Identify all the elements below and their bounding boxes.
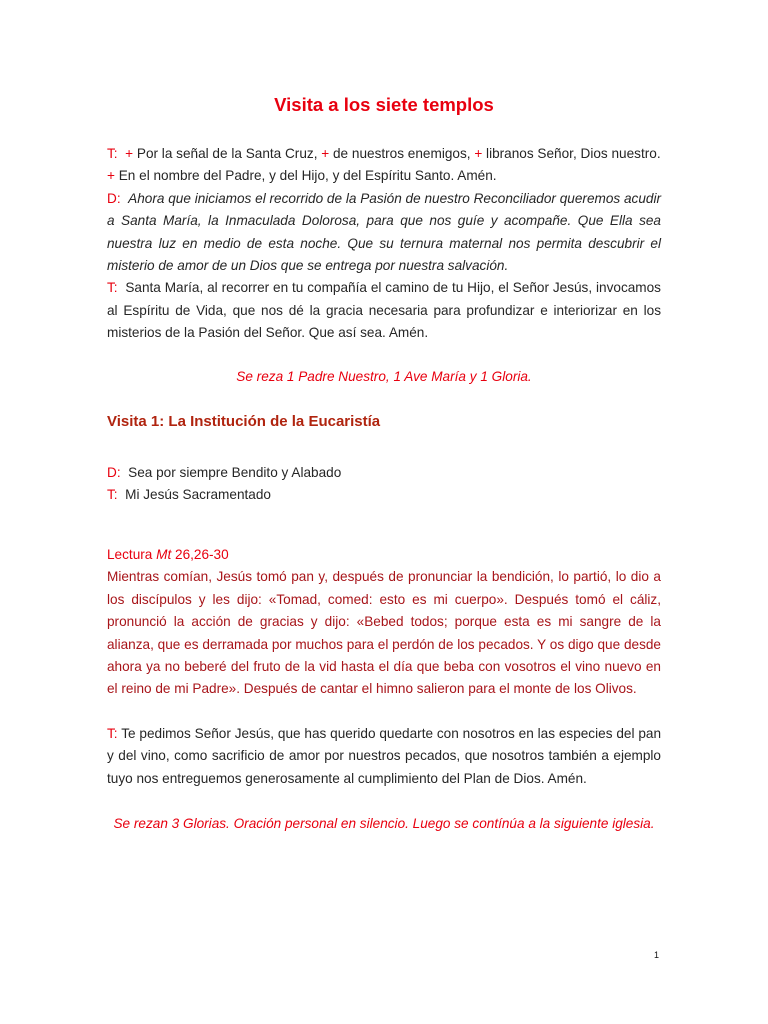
reading-book: Mt	[156, 547, 172, 562]
speaker-marker: T:	[107, 280, 118, 296]
visit-1-response	[107, 462, 661, 507]
intro-t1-text-b: de nuestros enemigos,	[333, 146, 471, 161]
intro-d-paragraph	[107, 188, 661, 278]
speaker-marker: D:	[107, 190, 121, 206]
visit-1-heading: Visita 1: La Institución de la Eucaristía	[107, 413, 381, 430]
reading-text: Mientras comían, Jesús tomó pan y, después de pronunciar la bendición, lo partió, lo dio a los discípulos y les dijo: «Tomad, comed: esto es mi cuerpo». Después tomó el cáliz, pronunció la acción de gracias y dijo: «Bebed todos; porque esta es mi sangre de la alianza, que es derramada por muchos para el perdón de los pecados. Y os digo que desde ahora ya no beberé del fruto de la vid hasta el día que beba con vosotros el vino nuevo en el reino de mi Padre». Después de cantar el himno salieron para el monte de los Olivos.	[107, 569, 661, 697]
intro-d-text: Ahora que iniciamos el recorrido de la Pasión de nuestro Reconciliador queremos acudir a Santa María, la Inmaculada Dolorosa, para que nos guíe y acompañe. Que Ella sea nuestra luz en medio de esta noche. Que su ternura maternal nos permita descubrir el misterio de amor de un Dios que se entrega por nuestra salvación.	[107, 190, 661, 274]
visit-1-d-text: Sea por siempre Bendito y Alabado	[128, 465, 342, 480]
cross-symbol: +	[107, 168, 115, 184]
visit-1-t-text: Mi Jesús Sacramentado	[125, 487, 271, 503]
speaker-marker: T:	[107, 726, 118, 741]
reading-section	[107, 544, 661, 701]
page-title: Visita a los siete templos	[274, 94, 494, 115]
intro-t2-paragraph	[107, 277, 661, 344]
visit-1-d-line	[107, 462, 661, 484]
prayer-text: Te pedimos Señor Jesús, que has querido quedarte con nosotros en las especies del pan y del vino, como sacrificio de amor por nuestros pecados, que nosotros también a ejemplo tuyo nos entreguemos generosamente al cumplimiento del Plan de Dios. Amén.	[107, 726, 662, 786]
intro-t1-line	[107, 143, 661, 188]
prayer-paragraph	[107, 723, 661, 790]
reading-reference	[107, 544, 661, 566]
intro-t1-text-a: Por la señal de la Santa Cruz,	[136, 146, 318, 161]
prayer-section	[107, 723, 661, 790]
cross-symbol: +	[474, 146, 483, 161]
reading-verses: 26,26-30	[175, 547, 229, 562]
speaker-marker: T:	[107, 487, 118, 503]
intro-t1-text-c: libranos Señor, Dios nuestro.	[486, 146, 661, 161]
speaker-marker: D:	[107, 465, 121, 480]
visit-1-rubric: Se rezan 3 Glorias. Oración personal en silencio. Luego se contínúa a la siguiente iglesia.	[113, 816, 655, 831]
intro-t1-text-d: En el nombre del Padre, y del Hijo, y del Espíritu Santo. Amén.	[118, 168, 497, 184]
intro-t2-text: Santa María, al recorrer en tu compañía el camino de tu Hijo, el Señor Jesús, invocamos al Espíritu de Vida, que nos dé la gracia necesaria para profundizar e interiorizar en los misterios de la Pasión del Señor. Que así sea. Amén.	[107, 280, 661, 341]
cross-symbol: +	[125, 146, 134, 161]
page-number: 1	[654, 950, 660, 960]
intro-rubric: Se reza 1 Padre Nuestro, 1 Ave María y 1 Gloria.	[236, 369, 532, 384]
speaker-marker: T:	[107, 146, 118, 161]
reading-label: Lectura	[107, 547, 153, 562]
visit-1-t-line	[107, 484, 661, 506]
cross-symbol: +	[321, 146, 330, 161]
intro-section	[107, 143, 661, 345]
